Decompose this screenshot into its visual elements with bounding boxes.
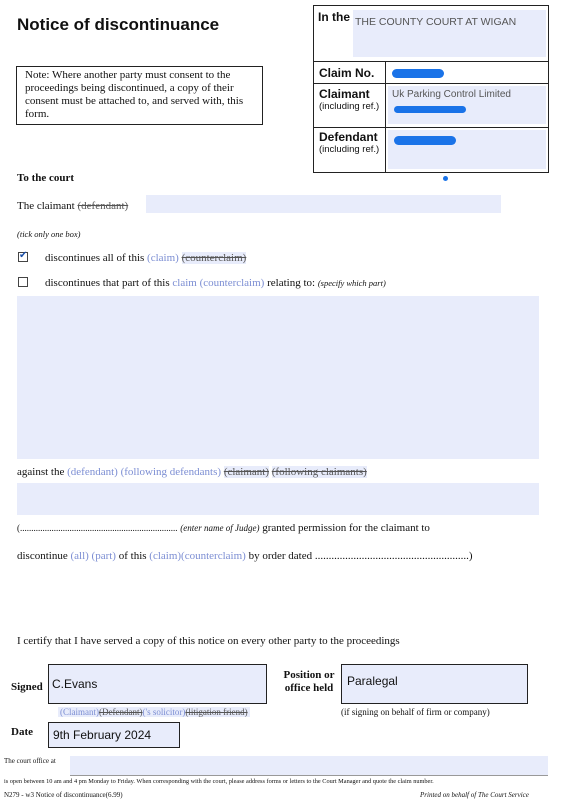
form-title: Notice of discontinuance	[17, 15, 220, 34]
option-part-text: discontinues that part of this	[45, 277, 170, 289]
note-box	[16, 66, 263, 125]
claimant-label: Claimant	[319, 87, 370, 101]
option-all-checkbox[interactable]	[18, 252, 28, 262]
against-claimant-struck: (claimant)	[223, 466, 270, 478]
specify-part-field[interactable]	[17, 296, 539, 459]
check-icon: ✔	[19, 250, 28, 261]
discontinue-line	[17, 550, 473, 562]
date-value: 9th February 2024	[53, 728, 152, 742]
discontinue-claim[interactable]: (claim)(counterclaim)	[149, 550, 246, 562]
option-part-checkbox[interactable]	[18, 277, 28, 287]
to-the-court: To the court	[17, 172, 75, 184]
court-name: THE COUNTY COURT AT WIGAN	[355, 16, 517, 28]
option-part-relating: relating to:	[267, 277, 316, 289]
defendant-redaction	[394, 136, 456, 145]
court-hours-text: is open between 10 am and 4 pm Monday to Friday. When corresponding with the court, please address forms or letters to the Court Manager and quote the claim number.	[4, 778, 434, 785]
claimant-sub-label: (including ref.)	[319, 101, 380, 112]
defendant-label: Defendant	[319, 130, 378, 144]
option-part-claim[interactable]: claim	[172, 277, 197, 289]
role-defendant: (Defendant)	[99, 707, 143, 717]
role-litigation-friend: (litigation friend)	[185, 707, 248, 717]
claim-no-label: Claim No.	[319, 66, 375, 80]
discontinue-order: by order dated ........................................................)	[248, 550, 473, 562]
dot-marker	[443, 176, 448, 181]
claimant-field[interactable]	[388, 86, 546, 124]
claimant-name-field[interactable]	[146, 195, 501, 213]
option-part-label	[45, 277, 386, 289]
discontinue-of: of this	[118, 550, 147, 562]
option-all-label	[45, 252, 246, 264]
signed-value: C.Evans	[52, 677, 98, 691]
claimant-struck: (defendant)	[77, 200, 129, 212]
defendant-sub-label: (including ref.)	[319, 144, 380, 155]
option-all-text: discontinues all of this	[45, 252, 145, 264]
against-following-claimants-struck: (following claimants)	[271, 466, 367, 478]
role-claimant[interactable]: (Claimant)	[60, 707, 99, 717]
against-defendant[interactable]: (defendant)	[67, 466, 118, 478]
claimant-line	[17, 200, 128, 212]
judge-dots: (......................................................................	[17, 523, 178, 533]
discontinue-part[interactable]: (part)	[91, 550, 116, 562]
judge-suffix: granted permission for the claimant to	[262, 522, 430, 534]
court-box	[313, 5, 549, 173]
in-the-label: In the	[318, 10, 350, 24]
signed-field[interactable]	[48, 664, 267, 704]
certify-statement: I certify that I have served a copy of this notice on every other party to the proceedings	[17, 635, 400, 647]
claimant-value: Uk Parking Control Limited	[392, 89, 511, 100]
position-field[interactable]	[341, 664, 528, 704]
court-name-field[interactable]	[353, 10, 546, 57]
claim-no-redaction	[392, 69, 444, 78]
option-part-counter[interactable]: (counterclaim)	[199, 277, 265, 289]
option-all-claim[interactable]: (claim)	[147, 252, 179, 264]
discontinue-prefix: discontinue	[17, 550, 68, 562]
footer-code: N279 - w3 Notice of discontinuance(6.99)	[4, 791, 123, 799]
against-prefix: against the	[17, 466, 65, 478]
position-label: Position or office held	[283, 669, 335, 694]
against-line	[17, 466, 367, 478]
date-label: Date	[11, 726, 33, 738]
court-office-label: The court office at	[4, 757, 56, 765]
claimant-prefix: The claimant	[17, 200, 75, 212]
signed-label: Signed	[11, 681, 43, 693]
position-value: Paralegal	[347, 674, 398, 688]
date-field[interactable]	[48, 722, 180, 748]
discontinue-all[interactable]: (all)	[70, 550, 89, 562]
against-parties-field[interactable]	[17, 483, 539, 515]
footer-printed: Printed on behalf of The Court Service	[420, 791, 529, 799]
signer-role-options	[58, 707, 250, 717]
against-following-defendants[interactable]: (following defendants)	[120, 466, 222, 478]
judge-hint: (enter name of Judge)	[180, 523, 260, 533]
claimant-ref-redaction	[394, 106, 466, 113]
tick-one-hint: (tick only one box)	[17, 229, 81, 239]
option-part-specify: (specify which part)	[317, 278, 386, 288]
firm-note: (if signing on behalf of firm or company)	[341, 707, 490, 717]
role-solicitor[interactable]: ('s solicitor)	[142, 707, 186, 717]
court-office-field[interactable]	[70, 756, 548, 776]
judge-line	[17, 522, 430, 534]
option-all-struck: (counterclaim)	[181, 252, 247, 264]
note-text: Note: Where another party must consent to the proceedings being discontinued, a copy of their consent must be attached to, and served with, this form.	[25, 69, 244, 120]
